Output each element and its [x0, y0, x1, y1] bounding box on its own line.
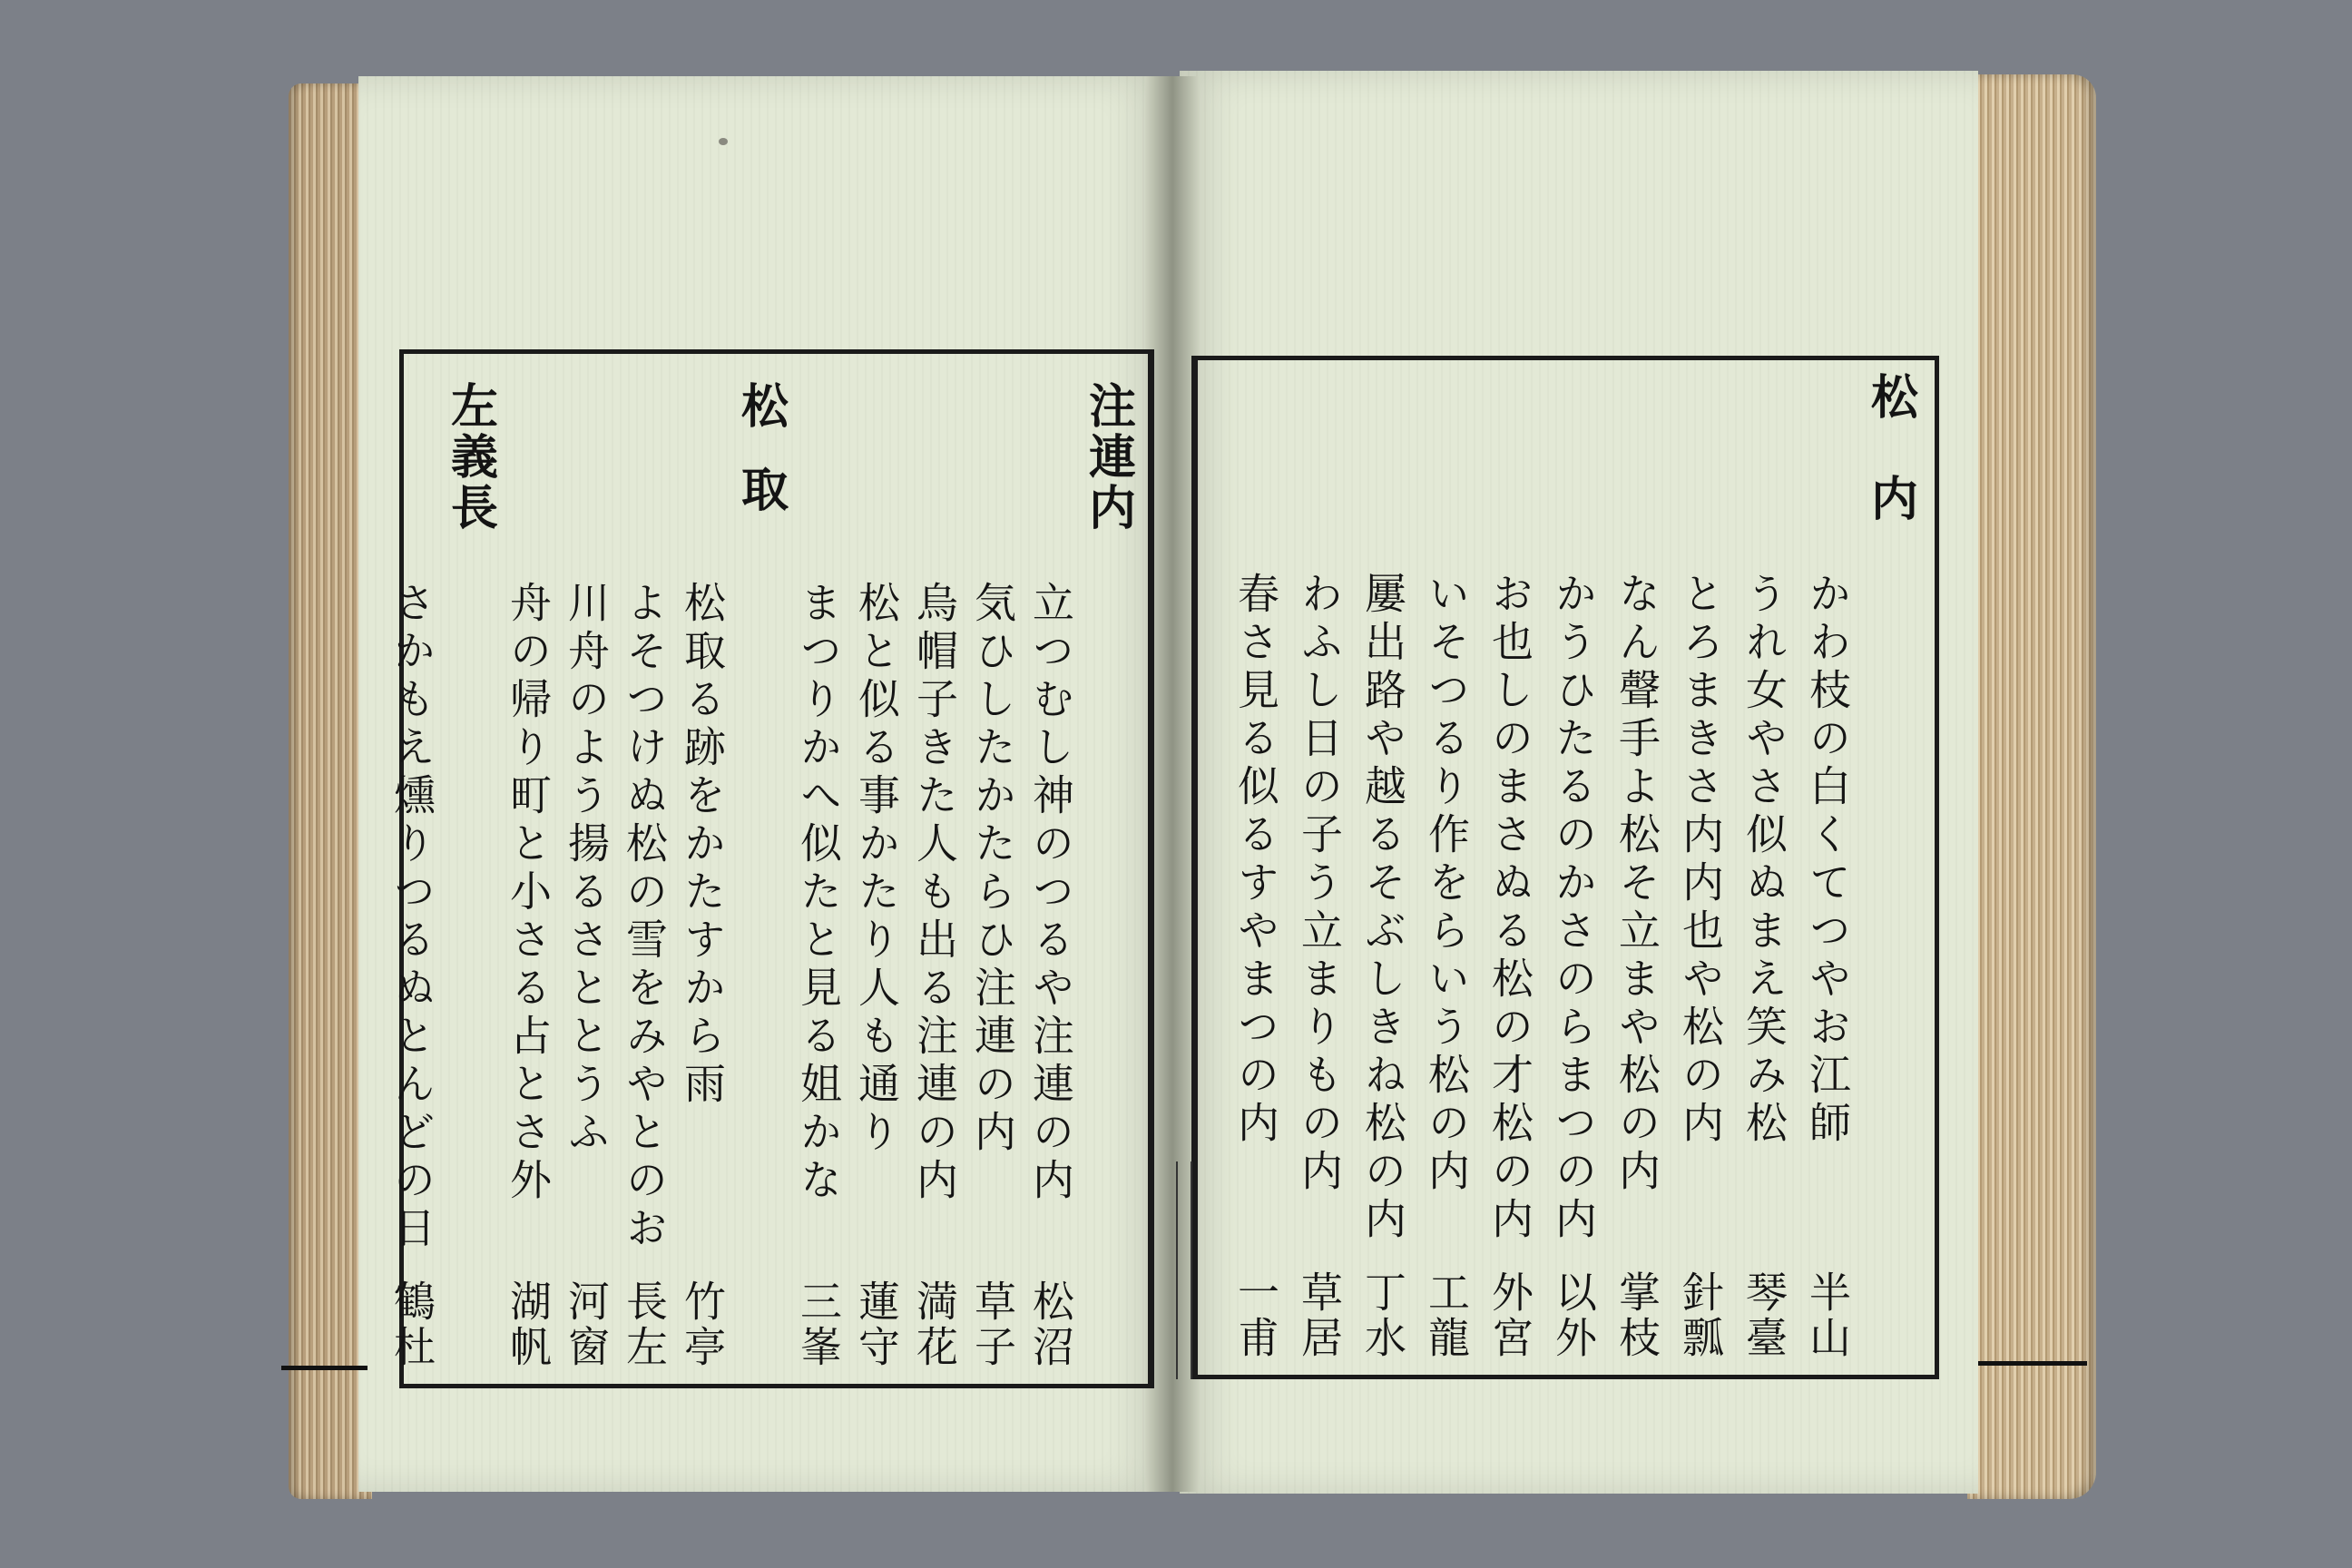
verse-column [851, 381, 902, 1370]
verse-column [1419, 372, 1474, 1361]
verse-column [1737, 372, 1791, 1361]
poet-name: 河窗 [562, 1279, 611, 1370]
poet-name: 長左 [620, 1279, 669, 1370]
verse-column [1229, 372, 1283, 1361]
left-page-columns [387, 381, 1136, 1370]
verse-column [1483, 372, 1537, 1361]
verse-column [1356, 372, 1410, 1361]
poet-name: 針瓢 [1676, 1270, 1725, 1361]
fore-edge-line-left [281, 1366, 368, 1370]
poet-name: 琴臺 [1740, 1270, 1788, 1361]
verse-text: うれ女やさ似ぬまえ笑み松 [1740, 572, 1788, 1149]
verse-column [503, 381, 554, 1370]
verse-text: よそつけぬ松の雪をみやとのお [620, 581, 669, 1254]
verse-column [677, 381, 728, 1370]
poet-name: 三峯 [794, 1279, 843, 1370]
verse-column [1025, 381, 1076, 1370]
spine-notch [1176, 1161, 1192, 1379]
verse-text: 松取る跡をかたすから雨 [678, 581, 727, 1110]
paper-spot [719, 138, 728, 145]
poet-name: 一甫 [1231, 1270, 1280, 1361]
poet-name: 蓮守 [852, 1279, 901, 1370]
verse-text: 立つむし神のつるや注連の内 [1026, 581, 1075, 1206]
verse-text: とろまきさ内内也や松の内 [1676, 572, 1725, 1149]
section-heading: 注連内 [1080, 381, 1136, 534]
verse-column [793, 381, 844, 1370]
poet-name: 半山 [1803, 1270, 1852, 1361]
verse-column [1292, 372, 1347, 1361]
verse-column [387, 381, 437, 1370]
poet-name: 草居 [1295, 1270, 1344, 1361]
poet-name: 外宮 [1485, 1270, 1534, 1361]
poet-name: 湖帆 [504, 1279, 553, 1370]
verse-text: さかもえ燻りつるぬとんどの日 [387, 581, 436, 1254]
verse-text: 松と似る事かたり人も通り [852, 581, 901, 1158]
poet-name: 竹亭 [678, 1279, 727, 1370]
verse-text: 屢出路や越るそぶしきね松の内 [1358, 572, 1407, 1245]
verse-text: 川舟のよう揚るさととうふ [562, 581, 611, 1158]
verse-text: かわ枝の白くてつやお江師 [1803, 572, 1852, 1149]
verse-text: 気ひしたかたらひ注連の内 [968, 581, 1017, 1158]
verse-column [909, 381, 960, 1370]
verse-column [967, 381, 1018, 1370]
heading-column [732, 381, 789, 1370]
heading-column [442, 381, 498, 1370]
poet-name: 工龍 [1422, 1270, 1471, 1361]
verse-column [1673, 372, 1728, 1361]
right-page-edges [1967, 74, 2096, 1499]
section-heading: 左義長 [442, 381, 498, 534]
poet-name: 鶴杜 [387, 1279, 436, 1370]
verse-text: お也しのまさぬる松の才松の内 [1485, 572, 1534, 1245]
verse-column [1546, 372, 1601, 1361]
section-heading: 松取 [732, 381, 789, 548]
right-page-columns [1209, 372, 1916, 1361]
verse-text: まつりかへ似たと見る姐かな [794, 581, 843, 1206]
poet-name: 松沼 [1026, 1279, 1075, 1370]
poet-name: 掌枝 [1612, 1270, 1661, 1361]
verse-column [619, 381, 670, 1370]
verse-text: 舟の帰り町と小さる占とさ外 [504, 581, 553, 1206]
verse-text: わふし日の子う立まりもの内 [1295, 572, 1344, 1197]
verse-text: 烏帽子きた人も出る注連の内 [910, 581, 959, 1206]
verse-text: なん聲手よ松そ立まや松の内 [1612, 572, 1661, 1197]
poet-name: 満花 [910, 1279, 959, 1370]
heading-column [1080, 381, 1136, 1370]
verse-text: かうひたるのかさのらまつの内 [1549, 572, 1598, 1245]
section-heading: 松内 [1862, 372, 1918, 575]
poet-name: 草子 [968, 1279, 1017, 1370]
verse-column [561, 381, 612, 1370]
heading-column [1864, 372, 1916, 1361]
verse-column [1610, 372, 1664, 1361]
verse-column [1800, 372, 1855, 1361]
fore-edge-line-right [1978, 1361, 2087, 1366]
poet-name: 丁水 [1358, 1270, 1407, 1361]
verse-text: いそつるり作をらいう松の内 [1422, 572, 1471, 1197]
verse-text: 春さ見る似るすやまつの内 [1231, 572, 1280, 1149]
poet-name: 以外 [1549, 1270, 1598, 1361]
